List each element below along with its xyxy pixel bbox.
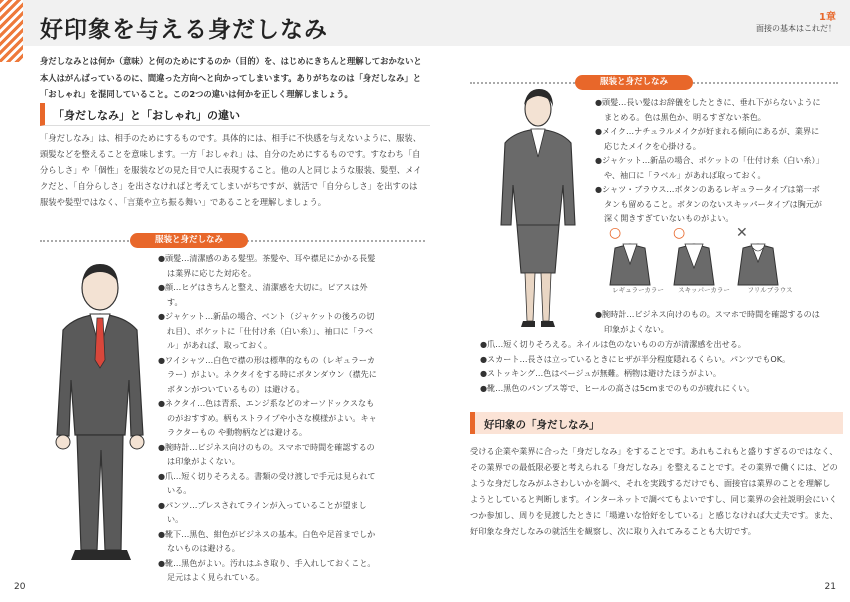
page-number-right: 21 [824, 582, 836, 592]
list-item: ●顔…ヒゲはきちんと整え、清潔感を大切に。ピアスは外す。 [158, 282, 368, 307]
list-item: ●爪…短く切りそろえる。ネイルは色のないものの方が清潔感を出せる。 [480, 339, 746, 349]
list-item: ●頭髪…清潔感のある髪型。茶髪や、耳や襟足にかかる長髪は業界に応じた対応を。 [158, 253, 376, 278]
man-suit-illustration [45, 260, 155, 570]
ok-mark-icon: ○ [609, 225, 622, 241]
list-item: ●腕時計…ビジネス向けのもの。スマホで時間を確認するのは印象がよくない。 [158, 441, 375, 466]
list-item: ●ジャケット…新品の場合、ポケットの「仕付け糸（白い糸）」や、袖口に「ラベル」があれば取っておく。 [595, 155, 824, 180]
section-body-good-impression: 受ける企業や業界に合った「身だしなみ」をすることです。あれもこれもと盛りすぎるのではなく、その業界での最低限必要と考えられる「身だしなみ」を整えることです。その業界で働くには、どのような身だしなみがふさわしいかを調べ、それを実践するだけでも、面接官は業界のことを理解しようとしていると判断します。インターネットで調べてもよいですし、同じ業界の会社説明会にいくつか参加し、周りを見渡したときに「場違いな恰好をしている」と感じなければ大丈夫です。また、好印象な身だしなみの就活生を観察し、次に取り入れてみることも大切です。 [470, 446, 838, 536]
list-item: ●ストッキング…色はベージュが無難。柄物は避けたほうがよい。 [480, 368, 721, 378]
section-heading-text: 好印象の「身だしなみ」 [484, 419, 600, 431]
section-heading-text: 「身だしなみ」と「おしゃれ」の違い [53, 109, 240, 122]
women-dress-list [595, 95, 827, 226]
women-watch-item [595, 307, 827, 336]
list-item: ●頭髪…長い髪はお辞儀をしたときに、垂れ下がらないようにまとめる。色は黒色か、明るすぎない茶色。 [595, 97, 821, 122]
women-section-pill: 服装と身だしなみ [575, 75, 693, 90]
ng-mark-icon: ✕ [736, 225, 748, 241]
list-item: ●ネクタイ…色は青系、エンジ系などのオーソドックスなものがおすすめ。柄もストライプや小さな模様がよい。キャラクターもの や動物柄などは避ける。 [158, 398, 377, 437]
list-item: ●腕時計…ビジネス向けのもの。スマホで時間を確認するのは印象がよくない。 [595, 309, 820, 334]
list-item: ●メイク…ナチュラルメイクが好まれる傾向にあるが、業界に応じたメイクを心掛ける。 [595, 126, 820, 151]
collar-label: フリルブラウス [747, 286, 793, 294]
section-body-difference: 「身だしなみ」は、相手のためにするものです。具体的には、相手に不快感を与えないように、服装、頭髪などを整えることを意味します。一方「おしゃれ」は、自分のためにするものです。すなわち「自分らしさ」や「個性」を服装などの見た目で人に表現すること。他の人と同じような服装、髪型、メイクだと、「自分らしさ」を出さなければと考えてしまいがちですが、就活で「自分らしさ」を出すのは服装や髪型ではなく、「言葉や立ち振る舞い」であることを理解しましょう。 [40, 133, 422, 207]
ok-mark-icon: ○ [673, 225, 686, 241]
women-dress-list-2 [480, 337, 835, 395]
list-item: ●ジャケット…新品の場合、ベント（ジャケットの後ろの切れ目）、ポケットに「仕付け糸（白い糸）」、袖口に「ラベル」があれば、取っておく。 [158, 311, 375, 350]
list-item: ●スカート…長さは立っているときにヒザが半分程度隠れるくらい。パンツでもOK。 [480, 353, 791, 364]
list-item: ●ワイシャツ…白色で襟の形は標準的なもの（レギュラーカラー）がよい。ネクタイをする時にボタンダウン（襟先にボタンがついているもの）は避ける。 [158, 354, 377, 394]
page-title: 好印象を与える身だしなみ [40, 17, 328, 43]
list-item: ●靴…黒色のパンプス等で、ヒールの高さは5cmまでのものが疲れにくい。 [480, 382, 755, 393]
collar-label: レギュラーカラー [612, 286, 664, 294]
list-item: ●靴下…黒色、紺色がビジネスの基本。白色や足首までしかないものは避ける。 [158, 528, 376, 553]
list-item: ●靴…黒色がよい。汚れはふき取り、手入れしておくこと。足元はよく見られている。 [158, 557, 376, 582]
list-item: ●シャツ・ブラウス…ボタンのあるレギュラータイプは第一ボタンも留めること。ボタンのないスキッパータイプは胸元が深く開きすぎていないものがよい。 [595, 184, 822, 223]
section-heading-difference [40, 103, 430, 126]
intro-text: 身だしなみとは何か（意味）と何のためにするのか（目的）を、はじめにきちんと理解しておかないと本人はがんばっているのに、間違った方向へと向かってしまいます。ありがちなのは「身だしなみ」と「おしゃれ」を混同していること。この2つの違いは何かを正しく理解しましょう。 [40, 56, 422, 99]
chapter-number: 1章 [819, 12, 836, 23]
chapter-title: 面接の基本はこれだ！ [756, 24, 836, 33]
list-item: ●パンツ…プレスされてラインが入っていることが望ましい。 [158, 499, 367, 524]
collar-label: スキッパーカラー [678, 286, 730, 294]
list-item: ●爪…短く切りそろえる。書類の受け渡しで手元は見られている。 [158, 470, 376, 495]
decorative-stripes [0, 0, 23, 62]
men-section-pill: 服装と身だしなみ [130, 233, 248, 248]
page-number-left: 20 [14, 582, 26, 592]
section-heading-good-impression [470, 412, 843, 434]
woman-suit-illustration [493, 85, 583, 330]
chapter-label [756, 8, 836, 34]
collar-labels [605, 285, 805, 294]
men-dress-list [158, 251, 380, 585]
